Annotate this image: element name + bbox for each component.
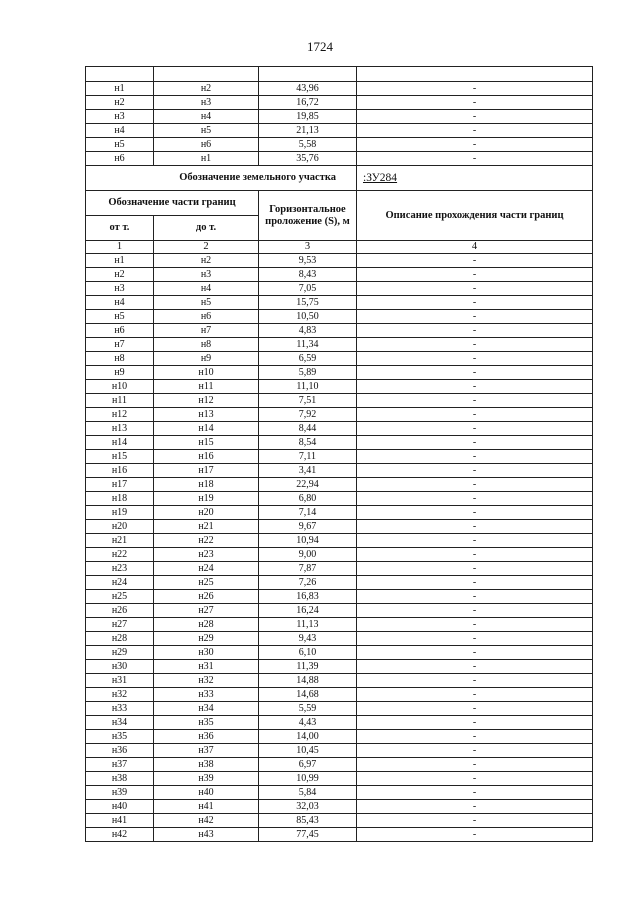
table-row [86,366,593,380]
point-from-cell: н34 [86,716,154,730]
table-row [86,674,593,688]
length-cell: 9,43 [259,632,357,646]
point-to-cell: н5 [154,124,259,138]
point-to-cell: н4 [154,110,259,124]
point-to-cell: н35 [154,716,259,730]
point-to-cell: н41 [154,800,259,814]
length-cell: 7,26 [259,576,357,590]
point-from-cell: н6 [86,152,154,166]
table-row [86,758,593,772]
point-from-cell: н4 [86,124,154,138]
description-cell: - [357,324,593,338]
point-from-cell: н37 [86,758,154,772]
table-row [86,772,593,786]
point-to-cell: н32 [154,674,259,688]
point-to-cell: н3 [154,268,259,282]
description-cell: - [357,464,593,478]
point-from-cell: н15 [86,450,154,464]
description-cell: - [357,352,593,366]
point-from-cell: н6 [86,324,154,338]
point-to-cell: н8 [154,338,259,352]
point-to-cell: н30 [154,646,259,660]
table-row [86,96,593,110]
table-row [86,352,593,366]
point-to-cell: н9 [154,352,259,366]
point-to-cell: н28 [154,618,259,632]
table-row [86,296,593,310]
description-cell: - [357,744,593,758]
length-cell: 7,92 [259,408,357,422]
description-cell: - [357,562,593,576]
point-from-cell: н16 [86,464,154,478]
description-cell: - [357,380,593,394]
length-cell: 3,41 [259,464,357,478]
point-to-cell: н2 [154,82,259,96]
length-cell: 43,96 [259,82,357,96]
description-cell: - [357,82,593,96]
point-to-cell: н25 [154,576,259,590]
point-to-cell: н1 [154,152,259,166]
table-row [86,408,593,422]
description-cell: - [357,422,593,436]
point-to-cell: н31 [154,660,259,674]
table-row [86,478,593,492]
length-cell: 5,58 [259,138,357,152]
point-to-cell: н21 [154,520,259,534]
table-row [86,520,593,534]
column-number-row [86,241,593,254]
length-cell: 16,72 [259,96,357,110]
description-cell: - [357,110,593,124]
table-row [86,310,593,324]
point-to-cell: н24 [154,562,259,576]
description-cell: - [357,152,593,166]
table-row [86,450,593,464]
point-from-cell: н7 [86,338,154,352]
length-cell: 4,83 [259,324,357,338]
description-cell: - [357,450,593,464]
point-to-cell: н11 [154,380,259,394]
point-to-cell: н27 [154,604,259,618]
point-from-cell: н1 [86,254,154,268]
point-from-cell: н30 [86,660,154,674]
description-cell: - [357,716,593,730]
point-to-cell: н38 [154,758,259,772]
point-from-cell: н32 [86,688,154,702]
length-cell: 11,13 [259,618,357,632]
table-row [86,702,593,716]
point-from-cell: н12 [86,408,154,422]
horizontal-header: Горизонтальное проложение (S), м [259,191,357,241]
point-from-cell: н18 [86,492,154,506]
description-cell: - [357,702,593,716]
column-number: 1 [86,241,154,254]
length-cell: 5,89 [259,366,357,380]
description-cell: - [357,520,593,534]
length-cell: 15,75 [259,296,357,310]
description-cell: - [357,124,593,138]
point-to-cell: н37 [154,744,259,758]
page-number: 1724 [307,39,333,54]
length-cell: 22,94 [259,478,357,492]
description-cell: - [357,814,593,828]
point-from-cell: н26 [86,604,154,618]
length-cell: 19,85 [259,110,357,124]
point-from-cell: н2 [86,268,154,282]
point-from-cell: н27 [86,618,154,632]
point-from-cell: н2 [86,96,154,110]
table-row [86,688,593,702]
parcel-title-label: Обозначение земельного участка [86,166,357,191]
table-row [86,716,593,730]
length-cell: 14,88 [259,674,357,688]
description-cell: - [357,786,593,800]
section-1-body [86,67,593,166]
point-from-cell: н22 [86,548,154,562]
length-cell: 32,03 [259,800,357,814]
length-cell: 77,45 [259,828,357,842]
description-cell: - [357,534,593,548]
point-from-cell: н13 [86,422,154,436]
table-row [86,730,593,744]
point-from-cell: н8 [86,352,154,366]
description-cell: - [357,310,593,324]
point-from-cell: н42 [86,828,154,842]
point-to-cell: н18 [154,478,259,492]
point-to-cell: н17 [154,464,259,478]
boundary-table [85,66,593,842]
table-row [86,138,593,152]
point-from-cell: н10 [86,380,154,394]
length-cell: 6,97 [259,758,357,772]
point-to-cell: н40 [154,786,259,800]
point-from-cell: н38 [86,772,154,786]
header-row-1 [86,191,593,216]
table-row [86,492,593,506]
point-from-cell: н35 [86,730,154,744]
point-to-cell: н3 [154,96,259,110]
table-row [86,646,593,660]
description-cell: - [357,492,593,506]
description-cell: - [357,660,593,674]
length-cell: 16,83 [259,590,357,604]
table-row [86,534,593,548]
point-to-cell: н29 [154,632,259,646]
table-row [86,744,593,758]
length-cell: 9,67 [259,520,357,534]
table-row [86,110,593,124]
spacer-row [86,67,593,82]
description-cell: - [357,254,593,268]
point-from-cell: н21 [86,534,154,548]
description-cell: - [357,646,593,660]
description-cell: - [357,590,593,604]
description-cell: - [357,548,593,562]
point-to-cell: н42 [154,814,259,828]
point-from-cell: н4 [86,296,154,310]
point-from-cell: н5 [86,138,154,152]
description-cell: - [357,506,593,520]
description-cell: - [357,408,593,422]
point-from-cell: н20 [86,520,154,534]
length-cell: 85,43 [259,814,357,828]
boundary-part-header: Обозначение части границ [86,191,259,216]
length-cell: 9,00 [259,548,357,562]
table-row [86,268,593,282]
point-to-cell: н16 [154,450,259,464]
point-to-cell: н20 [154,506,259,520]
point-from-cell: н24 [86,576,154,590]
table-row [86,282,593,296]
length-cell: 6,80 [259,492,357,506]
table-row [86,152,593,166]
length-cell: 9,53 [259,254,357,268]
length-cell: 5,84 [259,786,357,800]
description-cell: - [357,632,593,646]
point-from-cell: н9 [86,366,154,380]
table-row [86,786,593,800]
length-cell: 35,76 [259,152,357,166]
point-from-cell: н19 [86,506,154,520]
length-cell: 7,87 [259,562,357,576]
table-row [86,82,593,96]
length-cell: 11,39 [259,660,357,674]
table-row [86,800,593,814]
description-cell: - [357,688,593,702]
point-from-cell: н14 [86,436,154,450]
point-to-cell: н6 [154,138,259,152]
description-cell: - [357,730,593,744]
description-cell: - [357,758,593,772]
point-from-cell: н40 [86,800,154,814]
length-cell: 4,43 [259,716,357,730]
table-row [86,254,593,268]
table-row [86,618,593,632]
section-2-body [86,254,593,842]
from-header: от т. [86,216,154,241]
table-row [86,548,593,562]
length-cell: 11,10 [259,380,357,394]
table-row [86,464,593,478]
length-cell: 7,51 [259,394,357,408]
description-cell: - [357,436,593,450]
description-cell: - [357,772,593,786]
point-to-cell: н33 [154,688,259,702]
point-from-cell: н31 [86,674,154,688]
point-to-cell: н23 [154,548,259,562]
point-to-cell: н39 [154,772,259,786]
column-number: 4 [357,241,593,254]
length-cell: 8,54 [259,436,357,450]
length-cell: 7,14 [259,506,357,520]
column-number: 3 [259,241,357,254]
table-row [86,660,593,674]
description-cell: - [357,576,593,590]
parcel-title-row [86,166,593,191]
length-cell: 10,45 [259,744,357,758]
length-cell: 5,59 [259,702,357,716]
table-row [86,562,593,576]
table-row [86,576,593,590]
point-to-cell: н43 [154,828,259,842]
description-cell: - [357,366,593,380]
point-from-cell: н11 [86,394,154,408]
column-number: 2 [154,241,259,254]
description-cell: - [357,828,593,842]
point-to-cell: н19 [154,492,259,506]
point-from-cell: н5 [86,310,154,324]
point-to-cell: н34 [154,702,259,716]
length-cell: 7,11 [259,450,357,464]
description-cell: - [357,618,593,632]
point-to-cell: н10 [154,366,259,380]
point-to-cell: н22 [154,534,259,548]
point-to-cell: н14 [154,422,259,436]
section-2-header [86,166,593,254]
point-from-cell: н28 [86,632,154,646]
length-cell: 11,34 [259,338,357,352]
point-from-cell: н41 [86,814,154,828]
length-cell: 21,13 [259,124,357,138]
point-from-cell: н3 [86,282,154,296]
description-header: Описание прохождения части границ [357,191,593,241]
description-cell: - [357,800,593,814]
length-cell: 14,68 [259,688,357,702]
table-row [86,394,593,408]
table-row [86,422,593,436]
table-row [86,590,593,604]
length-cell: 6,59 [259,352,357,366]
length-cell: 10,94 [259,534,357,548]
table-row [86,380,593,394]
length-cell: 10,99 [259,772,357,786]
point-to-cell: н13 [154,408,259,422]
table-row [86,632,593,646]
description-cell: - [357,268,593,282]
description-cell: - [357,282,593,296]
to-header: до т. [154,216,259,241]
table-row [86,436,593,450]
description-cell: - [357,138,593,152]
table-row [86,124,593,138]
point-to-cell: н15 [154,436,259,450]
point-from-cell: н3 [86,110,154,124]
table-row [86,338,593,352]
table-row [86,814,593,828]
point-to-cell: н7 [154,324,259,338]
point-from-cell: н36 [86,744,154,758]
description-cell: - [357,338,593,352]
description-cell: - [357,674,593,688]
description-cell: - [357,96,593,110]
point-from-cell: н39 [86,786,154,800]
length-cell: 8,44 [259,422,357,436]
point-from-cell: н25 [86,590,154,604]
point-from-cell: н29 [86,646,154,660]
length-cell: 8,43 [259,268,357,282]
table-row [86,828,593,842]
point-to-cell: н26 [154,590,259,604]
point-from-cell: н23 [86,562,154,576]
parcel-code: :ЗУ284 [357,166,593,191]
point-to-cell: н36 [154,730,259,744]
description-cell: - [357,478,593,492]
description-cell: - [357,604,593,618]
point-from-cell: н1 [86,82,154,96]
point-to-cell: н4 [154,282,259,296]
point-to-cell: н6 [154,310,259,324]
description-cell: - [357,296,593,310]
point-to-cell: н2 [154,254,259,268]
length-cell: 6,10 [259,646,357,660]
length-cell: 7,05 [259,282,357,296]
table-row [86,604,593,618]
point-from-cell: н33 [86,702,154,716]
length-cell: 14,00 [259,730,357,744]
length-cell: 16,24 [259,604,357,618]
description-cell: - [357,394,593,408]
point-to-cell: н12 [154,394,259,408]
point-to-cell: н5 [154,296,259,310]
length-cell: 10,50 [259,310,357,324]
table-row [86,324,593,338]
point-from-cell: н17 [86,478,154,492]
table-row [86,506,593,520]
